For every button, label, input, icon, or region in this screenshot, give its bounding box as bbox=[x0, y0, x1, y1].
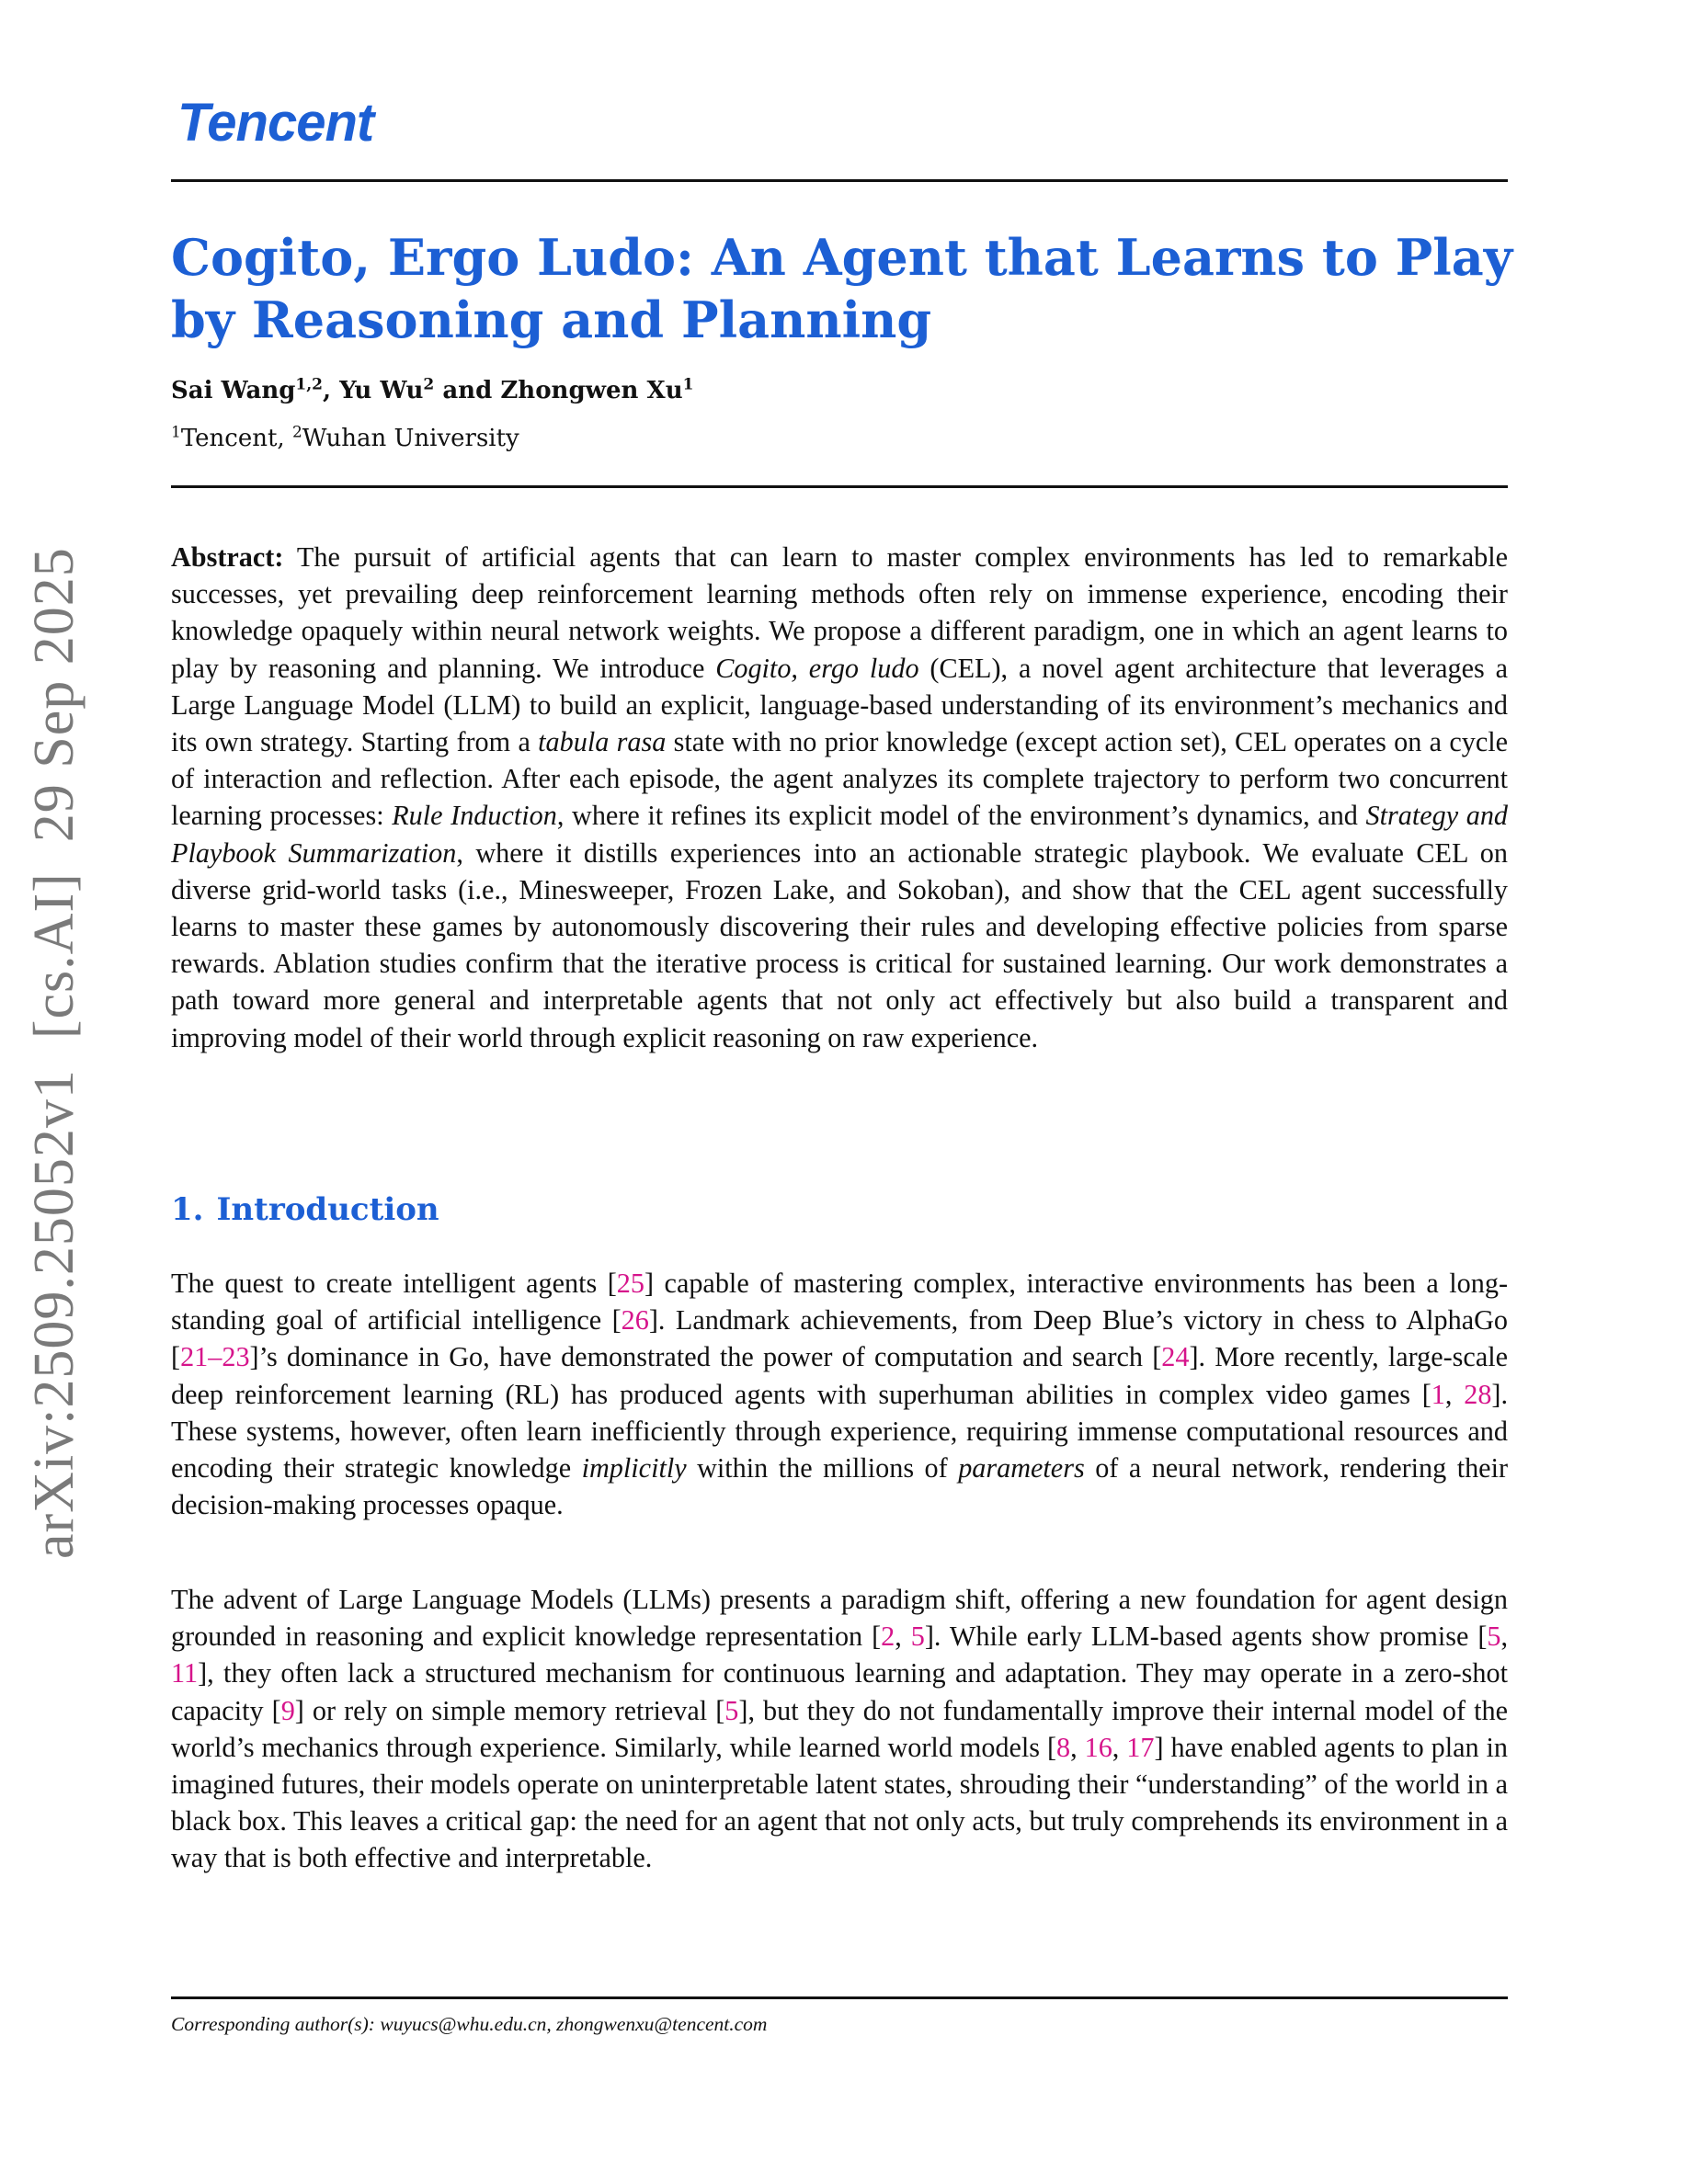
citation-link[interactable]: 8 bbox=[1056, 1731, 1071, 1763]
citation-separator: , bbox=[1070, 1731, 1085, 1763]
abstract-text: , where it refines its explicit model of the environment’s dynamics, and bbox=[556, 800, 1358, 832]
footnote-label: Corresponding author(s): bbox=[171, 2013, 375, 2035]
title-line-1: Cogito, Ergo Ludo: An Agent that Learns to Play bbox=[171, 228, 1513, 287]
body-text: ]. These systems, however, often learn inefficiently through experience, requiring immense computational resources and encoding their strategic knowledge bbox=[171, 1378, 1509, 1484]
author-affiliation-mark: 1 bbox=[682, 375, 694, 394]
citation-link[interactable]: 11 bbox=[171, 1657, 199, 1689]
author-name: Yu Wu bbox=[339, 377, 424, 404]
top-rule bbox=[171, 179, 1508, 182]
abstract-emphasis: Strategy and Playbook Summarization bbox=[171, 800, 1509, 869]
affiliation-mark: 2 bbox=[291, 423, 302, 442]
abstract bbox=[171, 539, 1508, 1056]
body-text: ]. While early LLM-based agents show promise [ bbox=[924, 1621, 1488, 1653]
affiliations bbox=[171, 425, 519, 452]
abstract-emphasis: Rule Induction bbox=[392, 800, 557, 832]
paper-title bbox=[171, 226, 1513, 351]
citation-link[interactable]: 5 bbox=[724, 1694, 739, 1726]
affiliation-name: Wuhan University bbox=[302, 425, 519, 452]
arxiv-category: [cs.AI] bbox=[23, 872, 86, 1040]
abstract-text: , where it distills experiences into an actionable strategic playbook. We evaluate CEL on diverse grid-world tasks (i.e., Minesweeper, Frozen Lake, and Sokoban), and show that the CEL agent successfully learns to master these games by autonomously discovering their rules and developing effective policies from sparse rewards. Ablation studies confirm that the iterative process is critical for sustained learning. Our work demonstrates a path toward more general and interpretable agents that not only act effectively but also build a transparent and improving model of their world through explicit reasoning on raw experience. bbox=[171, 836, 1508, 1053]
body-text: of a neural network, rendering their decision-making processes opaque. bbox=[171, 1452, 1509, 1521]
body-text: ], but they do not fundamentally improve their internal model of the world’s mechanics through experience. Similarly, while learned world models [ bbox=[171, 1694, 1509, 1763]
citation-range-dash: – bbox=[208, 1341, 222, 1373]
citation-link[interactable]: 17 bbox=[1126, 1731, 1155, 1763]
citation-separator: , bbox=[895, 1621, 911, 1653]
citation-link[interactable]: 5 bbox=[910, 1621, 925, 1653]
abstract-text: state with no prior knowledge (except action set), CEL operates on a cycle of interaction and reflection. After each episode, the agent analyzes its complete trajectory to perform two concurrent learning processes: bbox=[171, 726, 1508, 832]
body-text: ] capable of mastering complex, interactive environments has been a long-standing goal of artificial intelligence [ bbox=[171, 1268, 1509, 1337]
title-line-2: by Reasoning and Planning bbox=[171, 290, 932, 349]
intro-paragraph-2 bbox=[171, 1581, 1508, 1877]
body-text: within the millions of bbox=[697, 1452, 948, 1484]
citation-link[interactable]: 25 bbox=[616, 1268, 644, 1299]
footer-rule bbox=[171, 1996, 1508, 1999]
body-text: ]’s dominance in Go, have demonstrated the power of computation and search [ bbox=[249, 1341, 1162, 1373]
author-affiliation-mark: 1,2 bbox=[295, 375, 323, 394]
body-emphasis: parameters bbox=[958, 1452, 1085, 1484]
body-text: ] or rely on simple memory retrieval [ bbox=[294, 1694, 725, 1726]
tencent-logo: Tencent bbox=[177, 93, 374, 153]
citation-link[interactable]: 28 bbox=[1464, 1378, 1492, 1410]
citation-link[interactable]: 16 bbox=[1084, 1731, 1112, 1763]
citation-link[interactable]: 26 bbox=[621, 1304, 649, 1337]
section-heading-introduction bbox=[171, 1191, 439, 1228]
author-name: Zhongwen Xu bbox=[500, 377, 683, 404]
contact-emails[interactable]: wuyucs@whu.edu.cn, zhongwenxu@tencent.com bbox=[380, 2013, 768, 2035]
author-list: Sai Wang$^{1,2}$, Yu Wu$^2$ and Zhongwen Xu$^1$ bbox=[171, 375, 694, 404]
arxiv-id[interactable]: arXiv:2509.25052v1 bbox=[23, 1069, 86, 1559]
author-conjunction: and bbox=[442, 377, 493, 404]
body-text: ]. More recently, large-scale deep reinforcement learning (RL) has produced agents with superhuman abilities in complex video games [ bbox=[171, 1341, 1509, 1410]
body-text: The advent of Large Language Models (LLMs) presents a paradigm shift, offering a new foundation for agent design grounded in reasoning and explicit knowledge representation [ bbox=[171, 1584, 1508, 1653]
section-number: 1. bbox=[171, 1191, 204, 1228]
corresponding-author-footnote bbox=[171, 2013, 767, 2036]
abstract-text: The pursuit of artificial agents that can learn to master complex environments has led to remarkable successes, yet prevailing deep reinforcement learning methods often rely on immense experience, encoding their knowledge opaquely within neural network weights. We propose a different paradigm, one in which an agent learns to play by reasoning and planning. We introduce bbox=[171, 541, 1508, 684]
abstract-emphasis: tabula rasa bbox=[538, 726, 667, 758]
abstract-label: Abstract: bbox=[171, 541, 284, 573]
citation-separator: , bbox=[1112, 1731, 1127, 1763]
citation-link[interactable]: 5 bbox=[1487, 1621, 1501, 1653]
citation-link[interactable]: 24 bbox=[1161, 1341, 1190, 1373]
abstract-text: (CEL), a novel agent architecture that leverages a Large Language Model (LLM) to build an explicit, language-based understanding of its environment’s mechanics and its own strategy. Starting from a bbox=[171, 652, 1508, 758]
body-text: The quest to create intelligent agents [ bbox=[171, 1268, 617, 1299]
citation-separator: , bbox=[1500, 1621, 1509, 1653]
arxiv-sidebar-stamp bbox=[22, 547, 87, 1559]
citation-link[interactable]: 23 bbox=[222, 1341, 250, 1373]
body-text: ] have enabled agents to plan in imagined futures, their models operate on uninterpretable latent states, shrouding their “understanding” of the world in a black box. This leaves a critical gap: the need for an agent that not only acts, but truly comprehends its environment in a way that is both effective and interpretable. bbox=[171, 1731, 1509, 1874]
arxiv-date: 29 Sep 2025 bbox=[23, 547, 86, 843]
author-affiliation-mark: 2 bbox=[423, 375, 435, 394]
header-bottom-rule bbox=[171, 485, 1508, 488]
citation-link[interactable]: 21 bbox=[180, 1341, 209, 1373]
abstract-emphasis: Cogito, ergo ludo bbox=[715, 652, 919, 684]
intro-paragraph-1 bbox=[171, 1265, 1508, 1523]
citation-link[interactable]: 2 bbox=[881, 1621, 895, 1653]
citation-link[interactable]: 9 bbox=[280, 1694, 295, 1726]
affiliation-name: Tencent, bbox=[180, 425, 285, 452]
body-text: ], they often lack a structured mechanism for continuous learning and adaptation. They may operate in a zero-shot capacity [ bbox=[171, 1657, 1508, 1726]
body-text: ]. Landmark achievements, from Deep Blue’s victory in chess to AlphaGo [ bbox=[171, 1304, 1509, 1373]
affiliation-mark: 1 bbox=[171, 423, 181, 442]
body-emphasis: implicitly bbox=[581, 1452, 687, 1484]
citation-link[interactable]: 1 bbox=[1431, 1378, 1445, 1410]
section-title: Introduction bbox=[216, 1191, 439, 1228]
author-name: Sai Wang bbox=[171, 377, 296, 404]
citation-separator: , bbox=[1444, 1378, 1465, 1410]
